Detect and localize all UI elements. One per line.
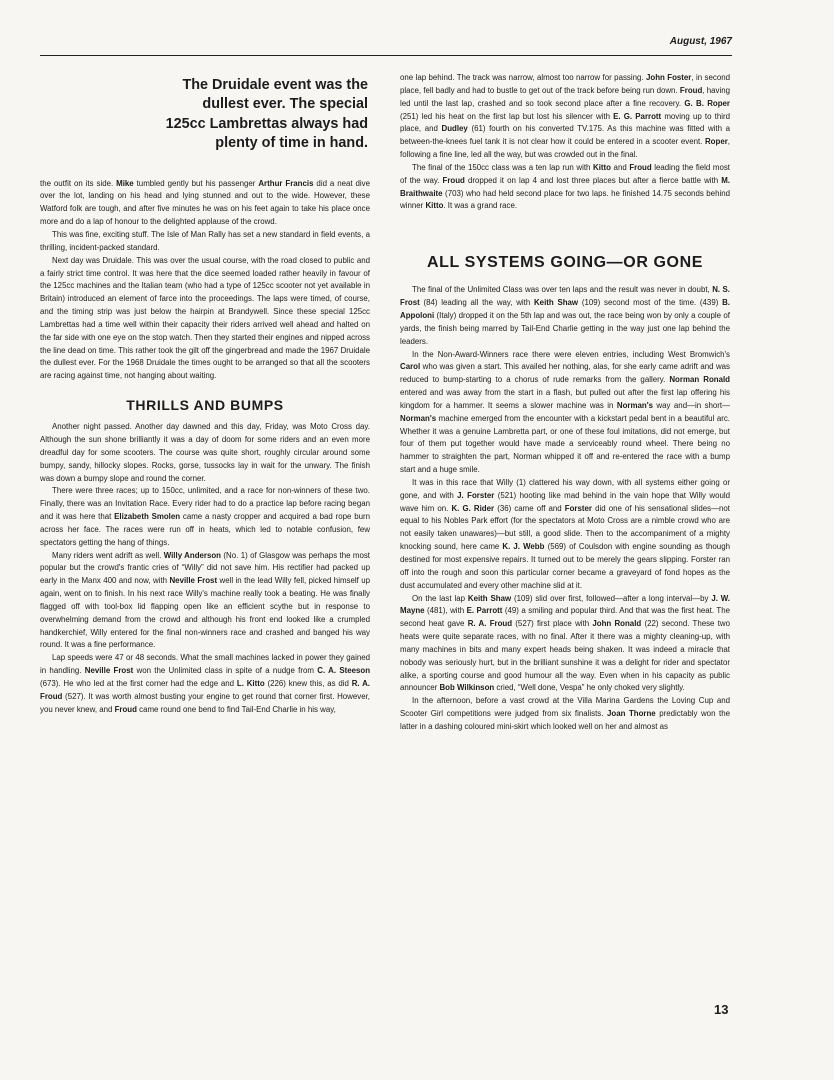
text-run: the outfit on its side. [40,178,117,188]
person-name: Neville Frost [169,576,218,586]
left-column [40,72,370,717]
text-run: , in second place, fell badly and had to bustle to get out of the track before being run down. [400,73,731,95]
header-rule [40,55,732,56]
person-name: Elizabeth Smolen [114,512,181,522]
person-name: Norman Ronald [669,375,730,385]
standfirst: The Druidale event was the dullest ever. The special 125cc Lambrettas always had plenty of time in hand. [165,77,368,152]
text-run: It was in this race that Willy (1) clattered his way down, with all systems either going or gone, and with [400,477,730,500]
text-run: (527). It was worth almost busting your engine to get round that corner first. However, you never knew, and [40,691,370,714]
right-column [400,72,730,734]
person-name: Willy Anderson [163,550,222,560]
text-run: , following a fine line, led all the way, but was crowded out in the final. [400,137,730,160]
paragraph [400,284,730,348]
person-name: Froud [679,85,703,95]
text-run: (No. 1) of Glasgow was perhaps the most popular but the crowd's frantic cries of “Willy” did not save him. His rectifier had packed up early in the Manx 400 and now, with [40,550,370,586]
text-run: Many riders went adrift as well. [52,550,164,560]
person-name: J. Forster [457,490,495,500]
person-name: Froud [629,162,652,172]
person-name: G. B. Roper [684,98,731,108]
text-run: There were three races; up to 150cc, unlimited, and a race for non-winners of these two. Finally, there was an Invitation Race. Every rider had to do a practice lap before racing began and it was here that [40,486,370,522]
person-name: Froud [442,175,465,185]
text-run: In the Non-Award-Winners race there were eleven entries, including West Bromwich's [412,349,730,359]
text-run: and [610,162,630,172]
text-run: one lap behind. The track was narrow, almost too narrow for passing. [400,73,646,82]
paragraph [40,550,370,653]
text-run: Lap speeds were 47 or 48 seconds. What the small machines lacked in power they gained in handling. [40,653,370,676]
text-run: came round one bend to find Tail-End Charlie in his way, [136,704,336,714]
text-run: In the afternoon, before a vast crowd at the Villa Marina Gardens the Loving Cup and Scooter Girl competitions were judged from six finalists. [400,696,730,719]
text-run: (569) of Coulsdon with engine sounding as though destined for most expensive repairs. It turned out to be merely the gears slipping. Forster ran off into the rough and soon this particular corner became a graveyard of fond hopes as the dust accumulated and every other machine slid at it. [400,542,730,590]
text-run: (109) slid over first, followed—after a long interval—by [511,593,712,603]
paragraph [400,349,730,477]
person-name: Carol [400,362,421,372]
text-run: (673). He who led at the first corner had the edge and [40,679,237,688]
person-name: Roper [704,137,728,147]
text-run: way and—in short— [652,400,730,410]
paragraph [400,162,730,213]
text-run: On the last lap [412,593,468,603]
person-name: Dudley [441,124,468,134]
text-run: well in the lead Willy fell, picked himself up again, went on to finish. In his next race Willy's machine really took a beating. He was finally flagged off with tool-box lid flapping open like an efficient scythe but in response to overwhelming demand from the crowd and although his front end looked like a crumpled handkerchief, Willy entered for the final non-winners race and crashed and banged his way round. It was a fine performance. [40,576,371,650]
text-run: (36) came off and [494,503,565,513]
person-name: R. A. Froud [40,679,370,701]
page-header [40,36,732,54]
person-name: C. A. Steeson [317,666,371,676]
text-run: (527) first place with [512,619,593,629]
text-run: (84) leading all the way, with [419,298,534,308]
text-run: cried, “Well done, Vespa” he only choked very slightly. [494,683,685,693]
text-run: came a nasty cropper and acquired a bad rope burn across her face. The races were run off in heats, which led to notable confusion, few spectators getting the hang of things. [40,512,370,547]
text-run: (109) second most of the time. (439) [578,298,723,308]
person-name: Keith Shaw [533,298,579,308]
paragraph [40,178,370,229]
paragraph [400,477,730,593]
text-run: who was given a start. This availed her nothing, alas, for she early came adrift and was reduced to bump-starting to a chorus of rude remarks from the gallery. [400,362,730,385]
person-name: M. Braithwaite [400,175,730,198]
person-name: Forster [564,503,592,513]
text-run: (22) second. These two heats were quite separate races, with no final. After it there was a mighty cleaning-up, with many machines in bits and many expert heads being shaken. It was indeed a miracle that nobody was seriously hurt, but in the brilliant sunshine it was a delight for rider and spectator alike, a sporting course and good humour all the way. Even when in his capacity as public announcer [400,619,730,693]
person-name: Keith Shaw [467,593,512,603]
text-run: won the Unlimited class in spite of a nudge from [133,666,318,676]
text-run: (703) who had held second place for two laps. he finished 14.75 seconds behind winner [400,188,730,211]
text-run: , having led until the last lap, crashed and so took second place after a fine recovery. [400,85,730,108]
person-name: Norman's [400,413,437,423]
person-name: Bob Wilkinson [439,683,495,693]
person-name: Kitto [593,162,611,172]
text-run: . It was a grand race. [443,201,518,211]
person-name: J. W. Mayne [400,593,730,616]
paragraph: Next day was Druidale. This was over the usual course, with the road closed to public and a fairly strict time control. It was here that the dice seemed loaded rather heavily in favour of the 125cc machines and the Italian team (who had a type of 125cc scooter not yet available in Britain) introduced an element of farce into the proceedings. The laps were timed, of course, and the timing strip was just below the hairpin at Brandywell. Since these special 125cc Lambrettas had a time well within their capacity their riders arrived well ahead and halted on the far side with one eye on the stop watch. Then they started their engines and nipped across the line dead on time. This rather took the gilt off the gingerbread and made the 1967 Druidale the dullest ever. For the 1968 Druidale the times ought to be arranged so that all the scooters are racing against time, not hanging about waiting. [40,255,370,381]
text-run: tumbled gently but his passenger [133,178,259,188]
text-run: (481), with [424,606,467,616]
text-run: (49) a smiling and popular third. And that was the first heat. The second heat gave [400,606,730,629]
person-name: Kitto [425,201,444,211]
text-run: moving up to third place, and [400,111,730,134]
text-run: (61) fourth on his converted TV.175. As this machine was fitted with a between-the-knees fuel tank it is not clear how it could be entered in a scooter event. [400,124,730,147]
text-run: machine emerged from the encounter with a kickstart pedal bent in a beautiful arc. Whether it was a genuine Lambretta part, or one of these foul imitations, did not emerge, but four of them put together would have made a serviceably round wheel. There being no hammer to straighten the part, Norman whipped it off and re-entered the race with a bump start and a huge smile. [400,413,730,475]
paragraph [400,695,730,734]
paragraph [400,72,730,162]
paragraph: This was fine, exciting stuff. The Isle of Man Rally has set a new standard in field events, a thrilling, incident-packed standard. [40,230,370,252]
person-name: K. J. Webb [502,542,545,552]
text-run: (226) knew this, as did [264,679,352,688]
person-name: K. G. Rider [451,503,495,513]
paragraph [40,485,370,549]
person-name: Neville Frost [84,666,134,676]
text-run: (521) hooting like mad behind in the vain hope that Willy would wave him on. [400,490,730,513]
paragraph: Another night passed. Another day dawned and this day, Friday, was Moto Cross day. Although the sun shone brilliantly it was a day of doom for some riders and an even more dreadful day for some scooters. The course was quite short, roughly circular around some bumpy, sandy, hillocky slopes. Rocks, gorse, tussocks lay in wait for the unwary. The finish was down a bumpy slope and round the corner. [40,422,370,483]
person-name: E. G. Parrott [613,111,662,121]
person-name: R. A. Froud [467,619,513,629]
person-name: E. Parrott [466,606,503,616]
text-run: (251) led his heat on the first lap but lost his silencer with [400,111,614,121]
issue-date: August, 1967 [669,36,732,47]
text-run: predictably won the latter in a dashing coloured mini-skirt which looked well on her and almost as [400,709,730,731]
person-name: Norman's [616,400,653,410]
person-name: B. Appoloni [400,298,730,320]
person-name: John Ronald [592,619,642,629]
text-run: entered and was away from the start in a flash, but pulled out after the first lap offering his kingdom for a hammer. It seems a slower machine was in [400,388,730,410]
text-run: dropped it on lap 4 and lost three places but after a fierce battle with [464,175,722,185]
text-run: The final of the Unlimited Class was over ten laps and the result was never in doubt, [412,285,713,295]
person-name: L. Kitto [236,679,265,688]
person-name: Mike [116,178,134,188]
text-run: leading the field most of the way. [400,162,730,185]
text-run: did a neat dive over the lot, landing on his head and lying stunned and out to the wide. However, these Watford folk are tough, and after five minutes he was on his feet again to take his place once more and do a lap of honour to the delighted applause of the crowd. [40,178,371,227]
person-name: John Foster [646,73,692,82]
person-name: Arthur Francis [258,178,314,188]
page-number: 13 [714,1002,729,1017]
text-run: The final of the 150cc class was a ten lap run with [412,162,593,172]
section-heading: THRILLS AND BUMPS [126,397,284,414]
text-run: did one of his sensational slides—not equal to his Nobles Park effort (for the spectators at Moto Cross are a nimble crowd who are not easily taken unawares)—but still, a good slide. Then to the accompaniment of a mighty knocking sound, here came [400,503,730,552]
person-name: Joan Thorne [606,709,656,719]
paragraph [40,652,370,716]
section-heading: ALL SYSTEMS GOING—OR GONE [426,254,704,272]
person-name: Froud [114,704,137,714]
text-run: (Italy) dropped it on the 5th lap and was out, the race being won by only a couple of yards, the finish being marred by Tail-End Charlie getting in the way just one lap behind the leaders. [400,310,730,346]
person-name: N. S. Frost [400,285,730,308]
paragraph [400,593,730,696]
